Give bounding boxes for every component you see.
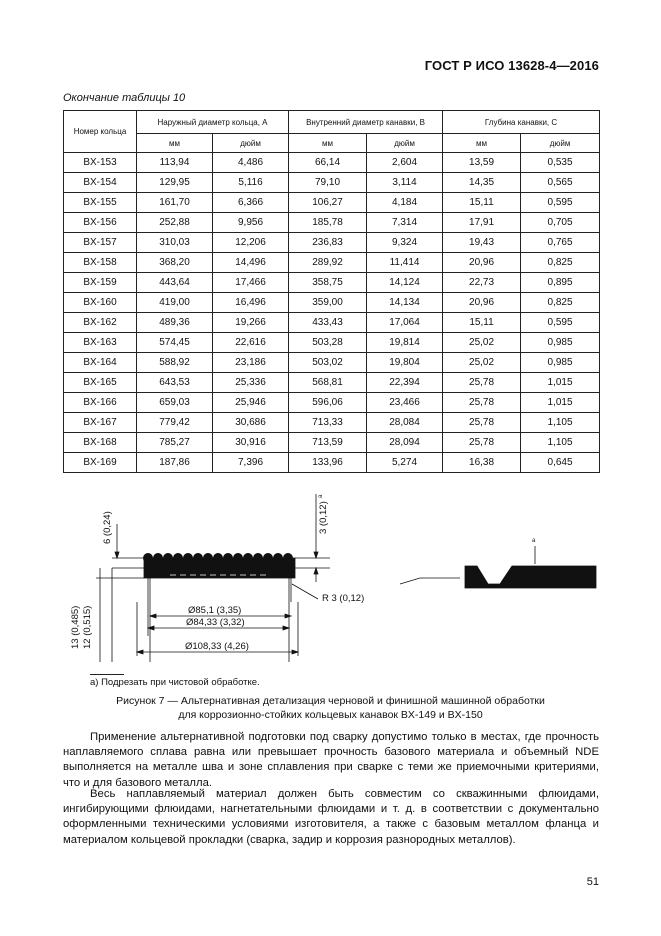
dim-10833: Ø108,33 (4,26) (185, 641, 249, 652)
table-cell: 19,43 (443, 233, 521, 253)
dim-6: 6 (0,24) (102, 511, 113, 544)
table-cell: 503,02 (289, 353, 367, 373)
table-cell: 79,10 (289, 173, 367, 193)
unit-mm: мм (289, 134, 367, 153)
table-cell: 9,324 (367, 233, 443, 253)
table-caption: Окончание таблицы 10 (63, 92, 186, 104)
table-cell: 9,956 (213, 213, 289, 233)
table-row (64, 213, 600, 233)
table-cell: 14,124 (367, 273, 443, 293)
table-cell: 17,91 (443, 213, 521, 233)
table-cell: 6,366 (213, 193, 289, 213)
table-cell: 113,94 (137, 153, 213, 173)
figure-caption (60, 694, 601, 722)
figure-caption-line1: Рисунок 7 — Альтернативная детализация черновой и финишной машинной обработки (116, 695, 545, 707)
table-cell: BX-158 (64, 253, 137, 273)
table-cell: 0,985 (521, 353, 600, 373)
table-cell: 22,394 (367, 373, 443, 393)
table-cell: BX-168 (64, 433, 137, 453)
table-row (64, 453, 600, 473)
dimensions-table (63, 110, 600, 473)
table-cell: 0,535 (521, 153, 600, 173)
table-body (64, 153, 600, 473)
table-cell: 20,96 (443, 253, 521, 273)
table-cell: 0,595 (521, 193, 600, 213)
table-cell: 0,985 (521, 333, 600, 353)
table-cell: 0,895 (521, 273, 600, 293)
table-cell: 1,015 (521, 393, 600, 413)
table-cell: 588,92 (137, 353, 213, 373)
table-cell: 25,78 (443, 373, 521, 393)
table-cell: 17,064 (367, 313, 443, 333)
table-cell: BX-154 (64, 173, 137, 193)
table-cell: 489,36 (137, 313, 213, 333)
table-cell: 1,105 (521, 413, 600, 433)
footnote (90, 677, 260, 688)
table-cell: BX-156 (64, 213, 137, 233)
table-cell: 161,70 (137, 193, 213, 213)
table-cell: 0,565 (521, 173, 600, 193)
table-cell: 20,96 (443, 293, 521, 313)
table-cell: 3,114 (367, 173, 443, 193)
table-cell: 185,78 (289, 213, 367, 233)
table-row (64, 373, 600, 393)
table-cell: 358,75 (289, 273, 367, 293)
table-cell: 106,27 (289, 193, 367, 213)
table-cell: BX-157 (64, 233, 137, 253)
table-cell: 0,825 (521, 293, 600, 313)
footnote-marker: a) (90, 677, 99, 688)
unit-inch: дюйм (367, 134, 443, 153)
table-cell: 12,206 (213, 233, 289, 253)
table-cell: 30,916 (213, 433, 289, 453)
table-cell: 66,14 (289, 153, 367, 173)
table-cell: 129,95 (137, 173, 213, 193)
table-cell: 7,314 (367, 213, 443, 233)
table-cell: 289,92 (289, 253, 367, 273)
table-cell: BX-166 (64, 393, 137, 413)
table-cell: 11,414 (367, 253, 443, 273)
table-cell: 568,81 (289, 373, 367, 393)
dim-3-sup: a (318, 494, 324, 498)
table-cell: 0,595 (521, 313, 600, 333)
footnote-text: Подрезать при чистовой обработке. (101, 677, 260, 688)
table-cell: 503,28 (289, 333, 367, 353)
paragraph-2-text: Весь наплавляемый материал должен быть совместим со скважинными флюидами, ингибирующими флюидами, нагнетательными флюидами и т. д. в соответствии с документально оформленными техническими условиями изготовителя, а также с базовым металлом фланца и материалом кольцевой прокладки (сварка, задир и коррозия разнородных металлов). (63, 788, 599, 846)
table-cell: 659,03 (137, 393, 213, 413)
table-cell: 236,83 (289, 233, 367, 253)
table-cell: 23,466 (367, 393, 443, 413)
table-row (64, 393, 600, 413)
table-cell: 7,396 (213, 453, 289, 473)
table-cell: 22,73 (443, 273, 521, 293)
dim-12: 12 (0,515) (82, 605, 93, 649)
table-cell: 433,43 (289, 313, 367, 333)
table-cell: 19,266 (213, 313, 289, 333)
table-cell: BX-167 (64, 413, 137, 433)
table-cell: 28,094 (367, 433, 443, 453)
table-row (64, 193, 600, 213)
table-row (64, 333, 600, 353)
table-cell: 252,88 (137, 213, 213, 233)
table-cell: BX-163 (64, 333, 137, 353)
table-row (64, 433, 600, 453)
page-number: 51 (586, 876, 599, 888)
unit-mm: мм (443, 134, 521, 153)
paragraph-1-text: Применение альтернативной подготовки под сварку допустимо только в местах, где прочность наплавляемого сплава равна или превышает прочность базового материала и объемный NDE выполняется на металле шва и зоне сплавления при сварке с теми же приемочными критериями, что и для базового металла. (63, 731, 599, 789)
table-row (64, 313, 600, 333)
header-ring-number: Номер кольца (64, 111, 137, 153)
table-cell: 2,604 (367, 153, 443, 173)
table-row (64, 153, 600, 173)
table-cell: 15,11 (443, 313, 521, 333)
table-cell: 22,616 (213, 333, 289, 353)
table-row (64, 413, 600, 433)
table-cell: 19,814 (367, 333, 443, 353)
header-inner-diameter: Внутренний диаметр канавки, B (289, 111, 443, 134)
table-cell: BX-155 (64, 193, 137, 213)
table-cell: 28,084 (367, 413, 443, 433)
table-row (64, 273, 600, 293)
table-cell: 4,486 (213, 153, 289, 173)
header-outer-diameter: Наружный диаметр кольца, A (137, 111, 289, 134)
dim-8433: Ø84,33 (3,32) (186, 617, 245, 628)
table-cell: 25,78 (443, 413, 521, 433)
table-cell: BX-164 (64, 353, 137, 373)
dim-3: 3 (0,12) (318, 501, 329, 534)
table-row (64, 173, 600, 193)
dim-13: 13 (0,485) (70, 605, 81, 649)
table-cell: 25,02 (443, 333, 521, 353)
header-depth: Глубина канавки, C (443, 111, 600, 134)
table-cell: 596,06 (289, 393, 367, 413)
dim-851: Ø85,1 (3,35) (188, 605, 242, 616)
unit-inch: дюйм (521, 134, 600, 153)
unit-inch: дюйм (213, 134, 289, 153)
table-cell: 4,184 (367, 193, 443, 213)
table-cell: 713,33 (289, 413, 367, 433)
table-cell: 25,78 (443, 433, 521, 453)
table-cell: 1,105 (521, 433, 600, 453)
dim-r3: R 3 (0,12) (322, 593, 365, 604)
paragraph-1 (63, 730, 599, 791)
paragraph-2 (63, 787, 599, 848)
table-cell: BX-162 (64, 313, 137, 333)
table-cell: 25,946 (213, 393, 289, 413)
table-cell: 713,59 (289, 433, 367, 453)
table-cell: 443,64 (137, 273, 213, 293)
groove-drawing (60, 484, 605, 664)
table-row (64, 233, 600, 253)
table-cell: 359,00 (289, 293, 367, 313)
figure-caption-line2: для коррозионно-стойких кольцевых канавок BX-149 и BX-150 (178, 709, 483, 721)
table-cell: 310,03 (137, 233, 213, 253)
table-row (64, 293, 600, 313)
table-cell: BX-160 (64, 293, 137, 313)
table-cell: 368,20 (137, 253, 213, 273)
table-cell: 643,53 (137, 373, 213, 393)
table-cell: 5,116 (213, 173, 289, 193)
table-cell: 785,27 (137, 433, 213, 453)
table-cell: 779,42 (137, 413, 213, 433)
table-row (64, 253, 600, 273)
table-cell: 30,686 (213, 413, 289, 433)
table-cell: BX-165 (64, 373, 137, 393)
table-cell: 14,35 (443, 173, 521, 193)
table-cell: 1,015 (521, 373, 600, 393)
table-cell: 133,96 (289, 453, 367, 473)
table-cell: 25,336 (213, 373, 289, 393)
table-cell: 187,86 (137, 453, 213, 473)
table-cell: 14,496 (213, 253, 289, 273)
table-cell: 16,496 (213, 293, 289, 313)
table-cell: 23,186 (213, 353, 289, 373)
table-cell: 0,765 (521, 233, 600, 253)
table-cell: 25,78 (443, 393, 521, 413)
table-cell: 0,825 (521, 253, 600, 273)
table-cell: 574,45 (137, 333, 213, 353)
table-cell: 0,645 (521, 453, 600, 473)
table-cell: 19,804 (367, 353, 443, 373)
footnote-divider (90, 674, 124, 675)
table-cell: 14,134 (367, 293, 443, 313)
unit-mm: мм (137, 134, 213, 153)
table-cell: 15,11 (443, 193, 521, 213)
table-row (64, 353, 600, 373)
table-cell: 5,274 (367, 453, 443, 473)
table-cell: 13,59 (443, 153, 521, 173)
table-cell: 419,00 (137, 293, 213, 313)
table-cell: 16,38 (443, 453, 521, 473)
table-cell: 17,466 (213, 273, 289, 293)
table-cell: BX-153 (64, 153, 137, 173)
table-cell: BX-159 (64, 273, 137, 293)
table-cell: 0,705 (521, 213, 600, 233)
table-cell: 25,02 (443, 353, 521, 373)
label-a: a (532, 538, 536, 544)
table-cell: BX-169 (64, 453, 137, 473)
standard-header: ГОСТ Р ИСО 13628-4—2016 (424, 58, 599, 73)
